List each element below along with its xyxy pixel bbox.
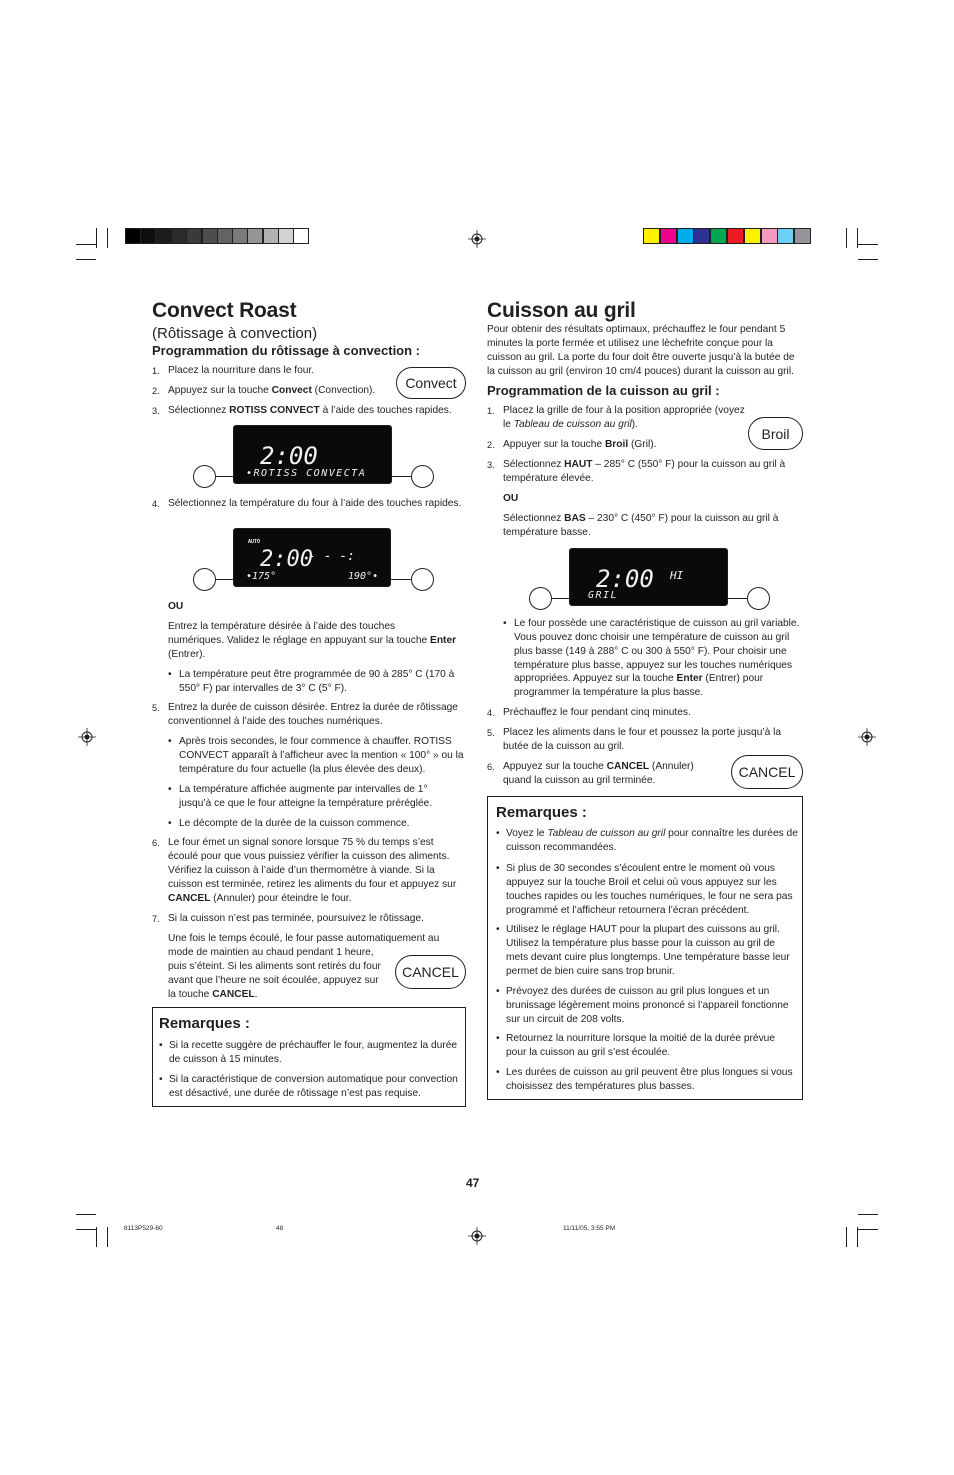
- color-swatch: [643, 228, 660, 244]
- cancel-key[interactable]: CANCEL: [395, 955, 466, 989]
- step-7: Si la cuisson n’est pas terminée, poursuivez le rôtissage.: [168, 913, 424, 924]
- right-quick-key[interactable]: [747, 587, 770, 610]
- remarques-box: Remarques : • Voyez le Tableau de cuisson au gril pour connaître les durées de cuisson recommandées. • Si plus de 30 secondes s’écoulent entre le moment où vous appuyez sur la touche Broil et celui où vous appuyez sur les touches rapides ou les touches numériques, le four ne sera pas programmé et l’afficheur retournera l’écran précédent. • Utilisez le réglage HAUT pour la plupart des cuissons au gril. Utilisez la température plus basse pour la cuisson au gril de mets devant cuire plus longtemps. Une température basse leur permet de bien cuire sans trop brunir. • Prévoyez des durées de cuisson au gril plus longues et un brunissage légèrement moins prononcé si l’appareil fonctionne sur un circuit de 208 volts. • Retournez la nourriture lorsque la moitié de la durée prévue pour la cuisson au gril s’est écoulée. • Les durées de cuisson au gril peuvent être plus longues si vous choisissez des températures plus basses.: [487, 796, 803, 1100]
- gray-swatch: [278, 228, 294, 244]
- color-swatch: [710, 228, 727, 244]
- oven-display: 2:00 HI GRIL: [569, 548, 728, 606]
- right-quick-key[interactable]: [411, 568, 434, 591]
- broil-step-4: Préchauffez le four pendant cinq minutes.: [503, 707, 691, 718]
- step-5: Entrez la durée de cuisson désirée. Entrez la durée de rôtissage: [168, 702, 458, 713]
- broil-step-3: Sélectionnez HAUT – 285° C (550° F) pour la cuisson au gril à: [503, 459, 786, 470]
- oven-display: AUTO 2:00 - - -: •175° 190°•: [233, 528, 391, 587]
- subtitle: (Rôtissage à convection): [152, 325, 318, 342]
- step-4: Sélectionnez la température du four à l’aide des touches rapides.: [168, 498, 462, 509]
- color-swatch: [794, 228, 811, 244]
- cancel-key[interactable]: CANCEL: [731, 755, 803, 789]
- page-number: 47: [466, 1176, 480, 1190]
- oven-display: 2:00 •ROTISS CONVECTA: [233, 425, 392, 484]
- broil-step-1: Placez la grille de four à la position appropriée (voyez: [503, 405, 745, 416]
- step-6: Le four émet un signal sonore lorsque 75 % du temps s’est: [168, 837, 434, 848]
- registration-mark-icon: [468, 1227, 486, 1245]
- gray-swatch: [156, 228, 172, 244]
- broil-step-6: Appuyez sur la touche CANCEL (Annuler): [503, 761, 694, 772]
- right-quick-key[interactable]: [411, 465, 434, 488]
- gray-swatch: [171, 228, 187, 244]
- color-swatch: [761, 228, 778, 244]
- ou-label: OU: [168, 601, 184, 612]
- section-heading: Programmation du rôtissage à convection :: [152, 343, 420, 358]
- gray-swatch: [247, 228, 263, 244]
- page-title-cuisson-au-gril: Cuisson au gril: [487, 299, 636, 322]
- gray-swatch: [232, 228, 248, 244]
- print-slug-date: 11/11/05, 3:55 PM: [563, 1225, 616, 1232]
- broil-key[interactable]: Broil: [748, 417, 803, 450]
- color-swatch: [727, 228, 744, 244]
- gray-swatch: [202, 228, 218, 244]
- broil-step-5: Placez les aliments dans le four et poussez la porte jusqu’à la: [503, 727, 782, 738]
- ou-label: OU: [503, 493, 519, 504]
- registration-mark-icon: [858, 728, 876, 746]
- page-title-convect-roast: Convect Roast: [152, 299, 297, 322]
- left-quick-key[interactable]: [529, 587, 552, 610]
- step-2: Appuyez sur la touche Convect (Convection).: [168, 385, 376, 396]
- registration-mark-icon: [78, 728, 96, 746]
- color-swatch: [744, 228, 761, 244]
- section-heading: Programmation de la cuisson au gril :: [487, 383, 720, 398]
- convect-key[interactable]: Convect: [396, 367, 466, 399]
- gray-swatch: [125, 228, 141, 244]
- color-swatch: [777, 228, 794, 244]
- print-slug-page: 48: [276, 1225, 284, 1232]
- gray-swatch: [140, 228, 156, 244]
- gray-swatch: [293, 228, 309, 244]
- left-quick-key[interactable]: [193, 568, 216, 591]
- left-quick-key[interactable]: [193, 465, 216, 488]
- color-swatch: [693, 228, 710, 244]
- registration-mark-icon: [468, 230, 486, 248]
- broil-step-2: Appuyer sur la touche Broil (Gril).: [503, 439, 657, 450]
- step-1: Placez la nourriture dans le four.: [168, 365, 315, 376]
- gray-swatch: [263, 228, 279, 244]
- step-3: Sélectionnez ROTISS CONVECT à l’aide des touches rapides.: [168, 405, 452, 416]
- gray-swatch: [186, 228, 202, 244]
- remarques-box: Remarques : • Si la recette suggère de préchauffer le four, augmentez la durée de cuisson à 15 minutes. • Si la caractéristique de conversion automatique pour convection est désactivé, une durée de rôtissage n’est pas requise.: [152, 1007, 466, 1107]
- color-swatch: [677, 228, 694, 244]
- gray-swatch: [217, 228, 233, 244]
- print-slug: 8113P529-60: [124, 1225, 163, 1232]
- color-swatch: [660, 228, 677, 244]
